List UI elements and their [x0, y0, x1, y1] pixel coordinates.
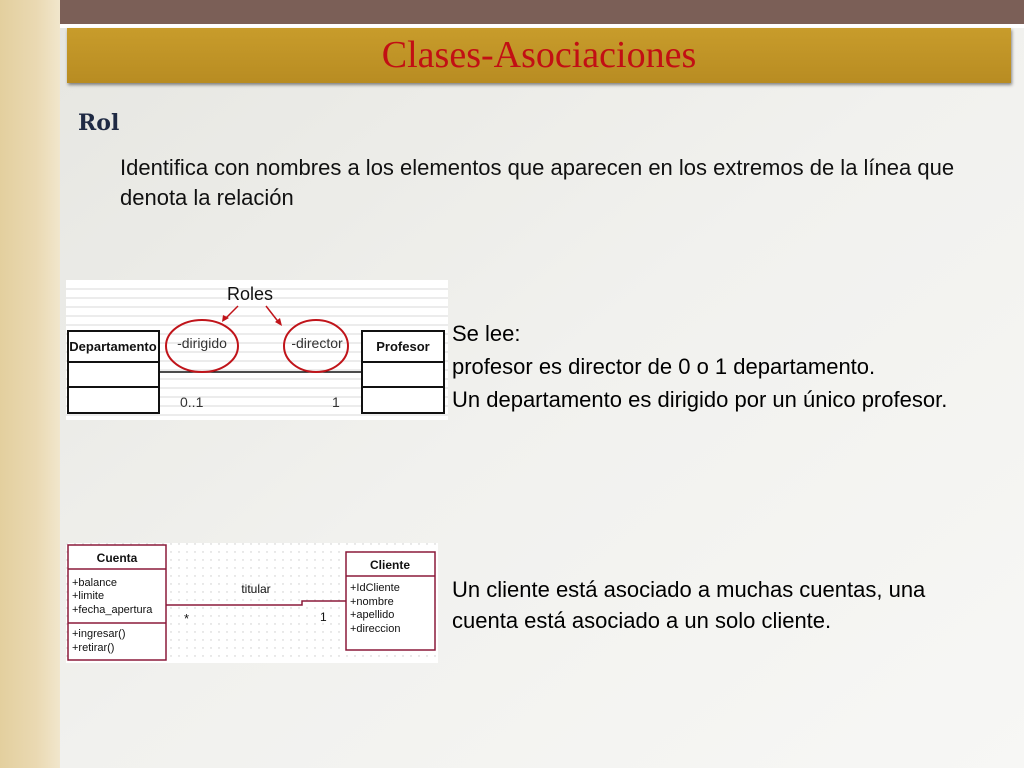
- cliente-attr: +direccion: [350, 623, 401, 635]
- cuenta-note-line-1: Un cliente está asociado a muchas cuentas, una: [452, 577, 926, 602]
- slide-title: Clases-Asociaciones: [381, 34, 697, 76]
- cliente-class: [346, 552, 435, 650]
- multiplicity-left: 0..1: [180, 394, 204, 410]
- cuenta-multiplicity: *: [184, 611, 190, 626]
- multiplicity-right: 1: [332, 394, 340, 410]
- cuenta-attr: +balance: [72, 577, 117, 589]
- cliente-attr: +nombre: [350, 596, 394, 608]
- roles-note-line-2: profesor es director de 0 o 1 departamento.: [452, 354, 876, 379]
- roles-note-line-3: Un departamento es dirigido por un único profesor.: [452, 387, 948, 412]
- intro-text: Identifica con nombres a los elementos que aparecen en los extremos de la línea que denota la relación: [120, 155, 955, 210]
- cliente-attr: +IdCliente: [350, 582, 400, 594]
- cuenta-class: [68, 545, 166, 660]
- departamento-name: Departamento: [69, 339, 157, 354]
- cuenta-note: [452, 574, 925, 636]
- cliente-attr: +apellido: [350, 609, 395, 621]
- profesor-class: [362, 331, 444, 413]
- role-left-label: -dirigido: [177, 335, 227, 351]
- cuenta-name: Cuenta: [96, 551, 138, 565]
- cuenta-method: +ingresar(): [72, 628, 126, 640]
- cuenta-note-line-2: cuenta está asociado a un solo cliente.: [452, 608, 832, 633]
- title-banner: [67, 28, 1011, 83]
- cliente-multiplicity: 1: [320, 610, 327, 624]
- profesor-name: Profesor: [376, 339, 430, 354]
- role-right-label: -director: [291, 335, 343, 351]
- roles-note-line-1: Se lee:: [452, 321, 521, 346]
- left-decor-strip: [0, 0, 60, 768]
- roles-heading: Roles: [226, 284, 274, 304]
- association-label: titular: [241, 582, 271, 596]
- cuenta-attr: +fecha_apertura: [72, 604, 153, 616]
- section-subtitle: Rol: [78, 110, 120, 136]
- roles-diagram: [66, 280, 448, 420]
- cuenta-cliente-diagram: [66, 543, 438, 663]
- roles-note: [452, 317, 947, 416]
- top-bar: [60, 0, 1024, 24]
- cuenta-method: +retirar(): [72, 642, 115, 654]
- departamento-class: [68, 331, 159, 413]
- cuenta-attr: +limite: [72, 590, 105, 602]
- cliente-name: Cliente: [369, 558, 411, 572]
